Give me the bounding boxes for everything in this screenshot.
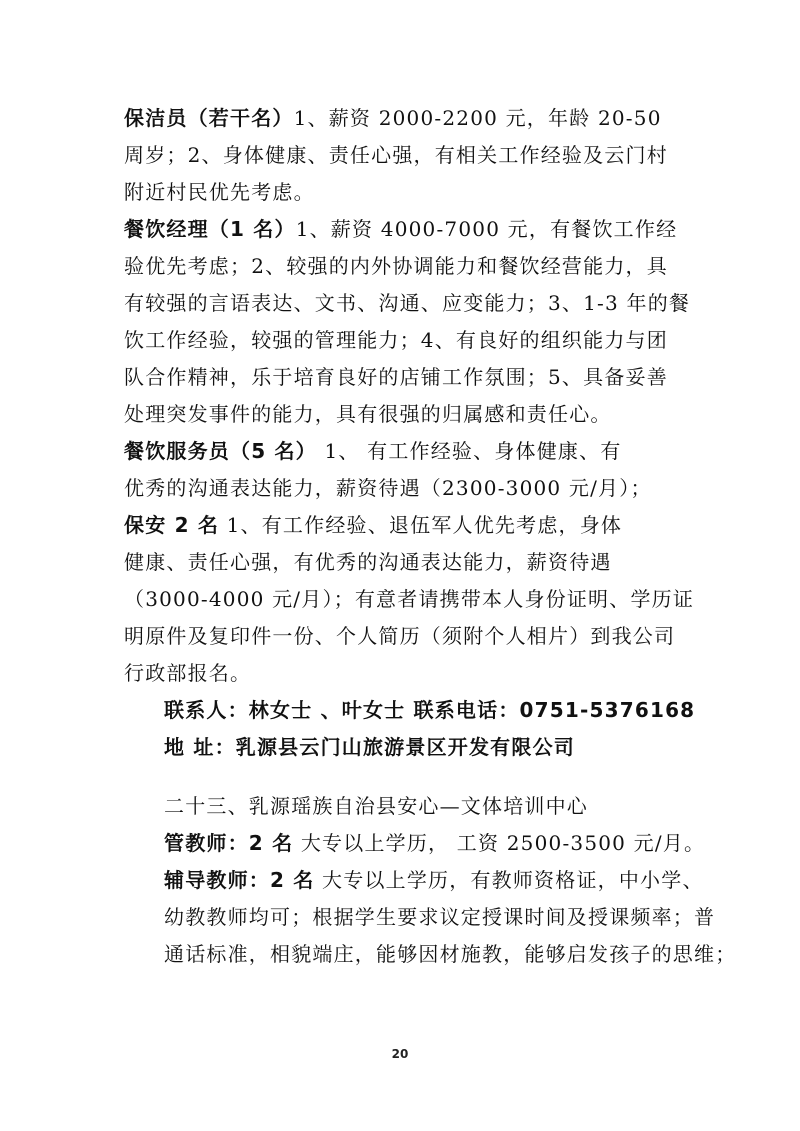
security-line-4: 明原件及复印件一份、个人简历（须附个人相片）到我公司 [124, 624, 676, 648]
waiter-line-1 [124, 433, 684, 470]
contact-block [164, 692, 696, 766]
cleaner-line-3: 附近村民优先考虑。 [124, 180, 315, 204]
section-gap [164, 766, 684, 788]
security-line-2: 健康、责任心强，有优秀的沟通表达能力，薪资待遇 [124, 550, 612, 574]
tutor-label: 辅导教师：2 名 [164, 868, 315, 892]
security-line-3: （3000-4000 元/月）；有意者请携带本人身份证明、学历证 [124, 587, 695, 611]
manager-label: 餐饮经理（1 名） [124, 217, 296, 241]
manager-line-4: 饮工作经验，较强的管理能力；4、有良好的组织能力与团 [124, 328, 668, 352]
security-line-1 [124, 507, 684, 544]
manager-text-1: 1、薪资 4000-7000 元，有餐饮工作经 [295, 217, 678, 241]
waiter-paragraph [124, 433, 684, 507]
cleaner-line-2: 周岁；2、身体健康、责任心强，有相关工作经验及云门村 [124, 143, 668, 167]
security-line-5: 行政部报名。 [124, 661, 252, 685]
teacher-label: 管教师：2 名 [164, 831, 294, 855]
teacher-text: 大专以上学历， 工资 2500-3500 元/月。 [293, 831, 706, 855]
section-23 [164, 788, 737, 973]
waiter-text-1: 1、 有工作经验、身体健康、有 [316, 439, 622, 463]
tutor-text-1: 大专以上学历，有教师资格证，中小学、 [314, 868, 704, 892]
page-number: 20 [391, 1047, 409, 1061]
tutor-line-1 [164, 862, 704, 899]
catering-manager-paragraph [124, 211, 691, 433]
security-text-1: 1、有工作经验、退伍军人优先考虑，身体 [219, 513, 623, 537]
teacher-line [164, 825, 706, 862]
tutor-line-3: 通话标准，相貌端庄，能够因材施教，能够启发孩子的思维； [164, 942, 737, 966]
contact-line: 联系人：林女士 、叶女士 联系电话：0751-5376168 [164, 698, 696, 722]
security-paragraph [124, 507, 695, 692]
manager-line-6: 处理突发事件的能力，具有很强的归属感和责任心。 [124, 402, 612, 426]
waiter-line-2: 优秀的沟通表达能力，薪资待遇（2300-3000 元/月）； [124, 476, 652, 500]
document-body [124, 100, 737, 973]
manager-line-1 [124, 211, 684, 248]
cleaner-label: 保洁员（若干名） [124, 106, 294, 130]
waiter-label: 餐饮服务员（5 名） [124, 439, 317, 463]
cleaner-paragraph [124, 100, 684, 211]
manager-line-5: 队合作精神，乐于培育良好的店铺工作氛围；5、具备妥善 [124, 365, 668, 389]
address-line: 地 址：乳源县云门山旅游景区开发有限公司 [164, 735, 575, 759]
section-23-heading: 二十三、乳源瑶族自治县安心—文体培训中心 [164, 794, 588, 818]
cleaner-line-1 [124, 100, 684, 137]
tutor-line-2: 幼教教师均可；根据学生要求议定授课时间及授课频率；普 [164, 905, 716, 929]
security-label: 保安 2 名 [124, 513, 220, 537]
cleaner-text-1: 1、薪资 2000-2200 元，年龄 20-50 [293, 106, 662, 130]
manager-line-3: 有较强的言语表达、文书、沟通、应变能力；3、1-3 年的餐 [124, 291, 691, 315]
manager-line-2: 验优先考虑；2、较强的内外协调能力和餐饮经营能力，具 [124, 254, 668, 278]
